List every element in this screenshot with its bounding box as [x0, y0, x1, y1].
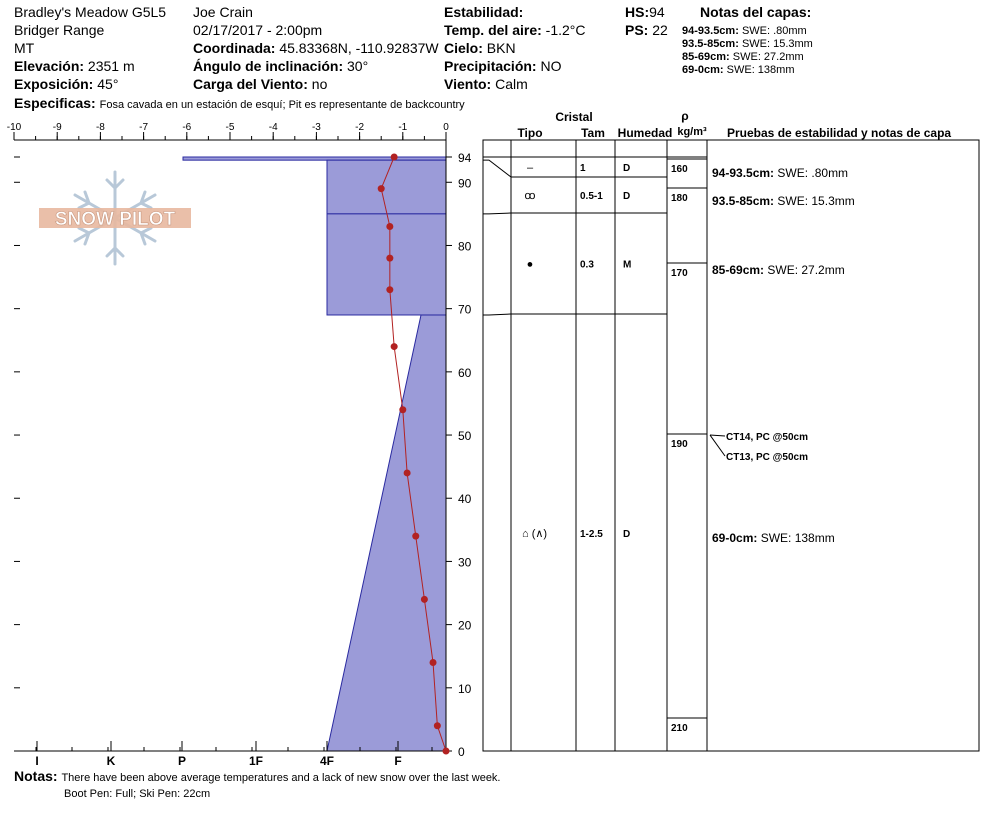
height-tick-label: 94: [458, 151, 472, 165]
temp-tick-label: -2: [355, 122, 365, 133]
density-value: 210: [671, 723, 688, 734]
pen-depth: Boot Pen: Full; Ski Pen: 22cm: [64, 788, 211, 800]
temp-tick-label: -6: [182, 122, 192, 133]
temperature-point: [391, 343, 398, 350]
height-tick-label: 10: [458, 681, 472, 696]
stability-test: CT13, PC @50cm: [726, 452, 809, 463]
wind-label: Viento:: [444, 76, 492, 92]
hardness-bar: [327, 160, 446, 214]
layer-table: [483, 109, 979, 751]
temperature-point: [386, 255, 393, 262]
height-tick-label: 30: [458, 555, 472, 570]
height-tick-label: 40: [458, 492, 472, 507]
logo-text: SNOW PILOT: [54, 209, 176, 230]
hardness-bar: [327, 315, 446, 751]
stability-test: CT14, PC @50cm: [726, 432, 809, 443]
crystal-header: Cristal: [555, 110, 593, 124]
coord-value: 45.83368N, -110.92837W: [279, 40, 439, 56]
layer-note-range: 94-93.5cm:: [682, 25, 739, 37]
crystal-size: 1-2.5: [580, 529, 603, 540]
hardness-bar: [327, 214, 446, 315]
temp-tick-label: -8: [95, 122, 105, 133]
crystal-type-symbol: ●: [526, 258, 534, 271]
temp-tick-label: -3: [311, 122, 321, 133]
specifics-value: Fosa cavada en un estación de esquí; Pit es representante de backcountry: [99, 99, 465, 111]
ps-value: 22: [652, 22, 668, 38]
layer-connector: [483, 314, 511, 315]
temperature-point: [386, 286, 393, 293]
coord-label: Coordinada:: [193, 40, 276, 56]
crystal-type-symbol: ⌂ (∧): [522, 528, 548, 540]
temp-tick-label: -9: [52, 122, 62, 133]
layer-connector: [483, 160, 511, 177]
layer-note-range: 94-93.5cm:: [712, 166, 775, 180]
layer-note: [712, 531, 835, 545]
layer-note-text: SWE: 15.3mm: [741, 38, 813, 50]
air-temp-value: -1.2°C: [545, 22, 586, 38]
size-header: Tam: [581, 126, 605, 140]
moisture-value: D: [623, 191, 631, 202]
hardness-tick-label: F: [394, 754, 402, 768]
crystal-type-symbol: –: [526, 162, 534, 174]
density-value: 180: [671, 193, 688, 204]
precip-value: NO: [540, 58, 562, 74]
stability-label: Estabilidad:: [444, 4, 524, 20]
hardness-profile: [183, 157, 446, 751]
height-tick-label: 20: [458, 618, 472, 633]
moisture-value: D: [623, 529, 631, 540]
density-symbol: ρ: [681, 109, 689, 123]
wind-load-label: Carga del Viento:: [193, 76, 308, 92]
layer-notes-title: Notas del capas:: [700, 4, 812, 20]
height-tick-label: 90: [458, 176, 472, 191]
temp-tick-label: -1: [398, 122, 408, 133]
type-header: Tipo: [517, 126, 543, 140]
moisture-header: Humedad: [617, 126, 673, 140]
aspect-label: Exposición:: [14, 76, 94, 92]
layer-note-range: 85-69cm:: [712, 263, 765, 277]
temperature-point: [412, 533, 419, 540]
range-name: Bridger Range: [14, 22, 105, 38]
sky-value: BKN: [486, 40, 516, 56]
temperature-point: [378, 185, 385, 192]
tests-header: Pruebas de estabilidad y notas de capa: [727, 126, 952, 140]
sky-label: Cielo:: [444, 40, 483, 56]
layer-note-text: SWE: .80mm: [774, 166, 849, 180]
height-tick-label: 70: [458, 302, 472, 317]
crystal-type-symbol: ꝏ: [524, 190, 536, 202]
layer-note-range: 69-0cm:: [712, 531, 758, 545]
observer: Joe Crain: [193, 4, 253, 20]
hs-value: 94: [649, 4, 665, 20]
layer-note-text: SWE: 138mm: [726, 64, 795, 76]
layer-note: [712, 166, 848, 180]
table-border: [483, 140, 979, 751]
datetime: 02/17/2017 - 2:00pm: [193, 22, 323, 38]
temperature-point: [421, 596, 428, 603]
hs-label: HS:: [625, 4, 650, 20]
temperature-point: [434, 722, 441, 729]
moisture-value: M: [623, 259, 632, 271]
air-temp-label: Temp. del aire:: [444, 22, 542, 38]
test-leader: [710, 435, 725, 436]
layer-connector: [483, 213, 511, 214]
notes: [14, 768, 501, 785]
crystal-size: 1: [580, 163, 586, 174]
layer-note-text: SWE: .80mm: [741, 25, 807, 37]
temp-tick-label: -5: [225, 122, 235, 133]
specifics-label: Especificas:: [14, 95, 96, 111]
layer-note-range: 85-69cm:: [682, 51, 730, 63]
hardness-tick-label: 1F: [248, 754, 264, 768]
notes-text: There have been above average temperatures and a lack of new snow over the last week.: [61, 772, 501, 784]
temp-tick-label: -7: [139, 122, 149, 133]
crystal-size: 0.3: [580, 259, 594, 271]
density-value: 190: [671, 439, 688, 450]
wind-value: Calm: [495, 76, 528, 92]
density-unit: kg/m³: [677, 126, 707, 138]
layer-note-text: SWE: 138mm: [757, 531, 835, 545]
temperature-point: [391, 154, 398, 161]
height-tick-label: 80: [458, 239, 472, 254]
moisture-value: D: [623, 163, 631, 174]
slope-label: Ángulo de inclinación:: [193, 58, 344, 74]
state-name: MT: [14, 40, 35, 56]
hardness-tick-label: I: [35, 754, 39, 768]
layer-note: [712, 263, 845, 277]
hardness-tick-label: 4F: [319, 754, 335, 768]
temp-tick-label: -4: [268, 122, 278, 133]
height-tick-label: 60: [458, 365, 472, 380]
ps-label: PS:: [625, 22, 649, 38]
snowpilot-logo: [39, 172, 191, 264]
test-leader: [710, 435, 725, 456]
hardness-tick-label: P: [177, 754, 187, 768]
hardness-tick-label: K: [106, 754, 116, 768]
height-tick-label: 0: [458, 745, 465, 759]
temperature-point: [443, 748, 450, 755]
temperature-point: [404, 469, 411, 476]
aspect-value: 45°: [97, 76, 119, 92]
density-value: 160: [671, 164, 688, 175]
temp-tick-label: -10: [6, 122, 22, 133]
precip-label: Precipitación:: [444, 58, 537, 74]
height-tick-label: 50: [458, 429, 472, 444]
site-name: Bradley's Meadow G5L5: [14, 4, 167, 20]
slope-value: 30°: [347, 58, 369, 74]
layer-note-range: 93.5-85cm:: [682, 38, 739, 50]
notes-label: Notas:: [14, 768, 58, 784]
wind-load-value: no: [311, 76, 328, 92]
crystal-size: 0.5-1: [580, 191, 603, 202]
elevation-label: Elevación:: [14, 58, 85, 74]
layer-note: [712, 194, 855, 208]
temperature-point: [386, 223, 393, 230]
layer-note-range: 93.5-85cm:: [712, 194, 775, 208]
temp-tick-label: 0: [443, 122, 449, 133]
temperature-point: [399, 406, 406, 413]
layer-note-text: SWE: 27.2mm: [732, 51, 804, 63]
density-value: 170: [671, 268, 688, 279]
layer-note-text: SWE: 27.2mm: [764, 263, 845, 277]
elevation-value: 2351 m: [87, 58, 135, 74]
temperature-point: [430, 659, 437, 666]
layer-note-text: SWE: 15.3mm: [774, 194, 855, 208]
layer-note-range: 69-0cm:: [682, 64, 724, 76]
